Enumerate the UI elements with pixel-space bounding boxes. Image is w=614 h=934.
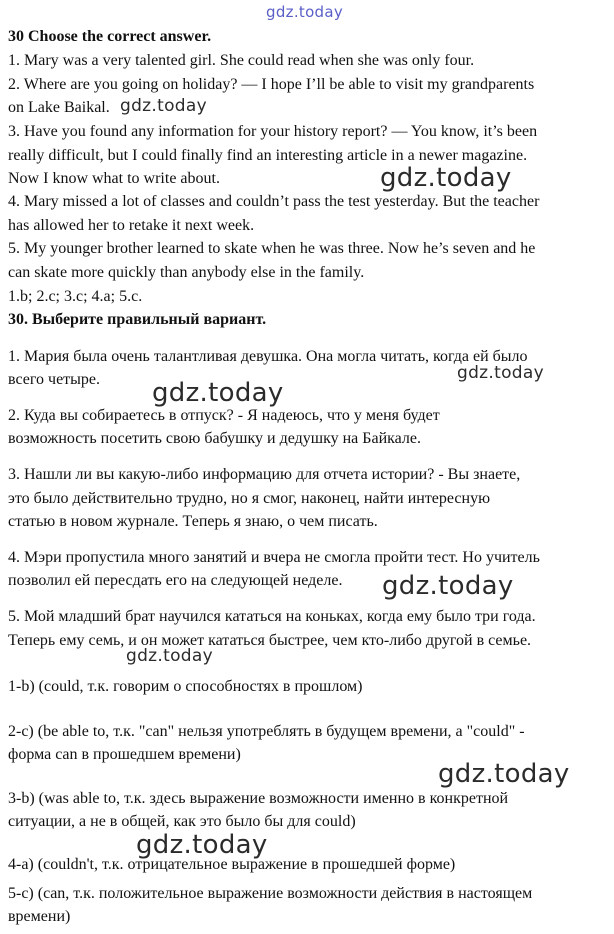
russian-line: это было действительно трудно, но я смог, наконец, найти интересную <box>8 490 491 507</box>
english-line: can skate more quickly than anybody else in the family. <box>8 264 365 281</box>
russian-line: всего четыре. <box>8 371 101 388</box>
watermark: gdz.today <box>126 646 213 666</box>
english-line: 3. Have you found any information for your history report? — You know, it’s been <box>8 123 538 140</box>
watermark: gdz.today <box>438 759 570 789</box>
answer-key: 1.b; 2.c; 3.c; 4.a; 5.c. <box>8 288 143 305</box>
russian-line: возможность посетить свою бабушку и дедушку на Байкале. <box>8 430 421 447</box>
explanation-line: 1-b) (could, т.к. говорим о способностях в прошлом) <box>8 678 363 695</box>
russian-line: статью в новом журнале. Теперь я знаю, о чем писать. <box>8 513 378 530</box>
explanation-line: времени) <box>8 908 71 925</box>
english-line: has allowed her to retake it next week. <box>8 217 255 234</box>
english-line: on Lake Baikal. <box>8 99 110 116</box>
watermark: gdz.today <box>266 3 344 21</box>
russian-line: Теперь ему семь, и он может кататься быстрее, чем кто-либо другой в семье. <box>8 632 532 649</box>
russian-heading: 30. Выберите правильный вариант. <box>8 311 267 328</box>
russian-line: 4. Мэри пропустила много занятий и вчера не смогла пройти тест. Но учитель <box>8 549 540 566</box>
watermark: gdz.today <box>120 96 207 116</box>
explanation-line: 2-c) (be able to, т.к. "can" нельзя употреблять в будущем времени, а "could" - <box>8 723 525 740</box>
watermark: gdz.today <box>136 830 268 860</box>
russian-line: 1. Мария была очень талантливая девушка. Она могла читать, когда ей было <box>8 348 528 365</box>
english-heading: 30 Choose the correct answer. <box>8 28 212 45</box>
russian-line: 2. Куда вы собираетесь в отпуск? - Я надеюсь, что у меня будет <box>8 407 440 424</box>
watermark: gdz.today <box>382 571 514 601</box>
explanation-line: 5-c) (can, т.к. положительное выражение возможности действия в настоящем <box>8 885 533 902</box>
explanation-line: 4-a) (couldn't, т.к. отрицательное выражение в прошедшей форме) <box>8 856 456 873</box>
russian-line: позволил ей пересдать его на следующей неделе. <box>8 572 343 589</box>
watermark: gdz.today <box>457 363 544 383</box>
english-line: Now I know what to write about. <box>8 170 220 187</box>
explanation-line: форма can в прошедшем времени) <box>8 746 241 763</box>
english-line: 1. Mary was a very talented girl. She could read when she was only four. <box>8 52 475 69</box>
english-line: 4. Mary missed a lot of classes and couldn’t pass the test yesterday. But the teacher <box>8 193 540 210</box>
english-line: really difficult, but I could finally find an interesting article in a newer magazine. <box>8 147 528 164</box>
russian-line: 5. Мой младший брат научился кататься на коньках, когда ему было три года. <box>8 608 536 625</box>
explanation-line: 3-b) (was able to, т.к. здесь выражение возможности именно в конкретной <box>8 790 509 807</box>
explanation-line: ситуации, а не в общей, как это было бы для could) <box>8 813 356 830</box>
watermark: gdz.today <box>152 378 284 408</box>
russian-line: 3. Нашли ли вы какую-либо информацию для отчета истории? - Вы знаете, <box>8 466 521 483</box>
watermark: gdz.today <box>380 163 512 193</box>
english-line: 5. My younger brother learned to skate when he was three. Now he’s seven and he <box>8 240 536 257</box>
english-line: 2. Where are you going on holiday? — I hope I’ll be able to visit my grandparents <box>8 76 535 93</box>
